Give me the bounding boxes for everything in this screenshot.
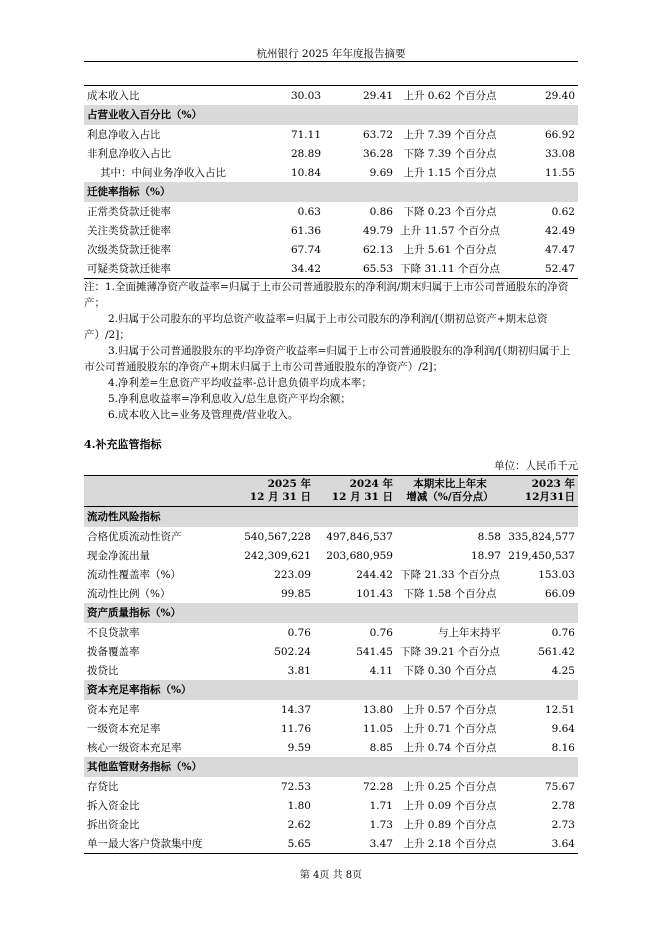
table-row bbox=[84, 642, 578, 661]
row-label: 关注类贷款迁徙率 bbox=[87, 224, 171, 237]
value-current: 540,567,228 bbox=[244, 530, 311, 543]
section-row bbox=[84, 757, 578, 777]
value-current: 1.80 bbox=[287, 799, 311, 812]
value-earlier: 52.47 bbox=[544, 262, 575, 275]
value-change: 上升 7.39 个百分点 bbox=[403, 128, 497, 141]
value-current: 71.11 bbox=[290, 128, 321, 141]
row-label: 拆入资金比 bbox=[87, 799, 140, 812]
value-earlier: 561.42 bbox=[538, 645, 575, 658]
value-change: 上升 0.62 个百分点 bbox=[403, 89, 497, 102]
value-earlier: 4.25 bbox=[551, 664, 575, 677]
value-change: 下降 0.30 个百分点 bbox=[403, 664, 497, 677]
row-label: 可疑类贷款迁徙率 bbox=[87, 262, 171, 275]
value-change: 下降 1.58 个百分点 bbox=[403, 587, 497, 600]
supplementary-regulatory-table bbox=[84, 475, 578, 854]
row-label: 拨贷比 bbox=[87, 664, 119, 677]
value-prior: 203,680,959 bbox=[326, 549, 393, 562]
value-current: 0.63 bbox=[297, 205, 321, 218]
value-change: 下降 0.23 个百分点 bbox=[403, 205, 497, 218]
value-change: 上升 0.89 个百分点 bbox=[403, 818, 497, 831]
value-earlier: 0.76 bbox=[551, 626, 575, 639]
value-prior: 244.42 bbox=[356, 568, 393, 581]
value-current: 34.42 bbox=[290, 262, 321, 275]
value-current: 0.76 bbox=[287, 626, 311, 639]
table-row bbox=[84, 777, 578, 796]
value-earlier: 12.51 bbox=[544, 703, 575, 716]
section-label: 其他监管财务指标（%） bbox=[84, 757, 578, 777]
header-rule bbox=[84, 61, 578, 62]
note-6: 6.成本收入比=业务及管理费/营业收入。 bbox=[108, 409, 299, 421]
value-prior: 62.13 bbox=[362, 243, 393, 256]
value-earlier: 75.67 bbox=[544, 780, 575, 793]
header-2024: 2024 年 12 月 31 日 bbox=[314, 476, 396, 507]
value-current: 502.24 bbox=[274, 645, 311, 658]
value-earlier: 2.78 bbox=[551, 799, 575, 812]
value-change: 上升 2.18 个百分点 bbox=[403, 837, 497, 850]
section-row bbox=[84, 680, 578, 700]
page-header: 杭州银行 2025 年年度报告摘要 bbox=[256, 48, 406, 60]
value-change: 上升 0.57 个百分点 bbox=[403, 703, 497, 716]
value-current: 11.76 bbox=[280, 722, 311, 735]
note-1: 注：1.全面摊薄净资产收益率=归属于上市公司普通股股东的净利润/期末归属于上市公司普通股东的净资产； bbox=[84, 281, 569, 309]
row-label: 一级资本充足率 bbox=[87, 722, 161, 735]
value-earlier: 2.73 bbox=[551, 818, 575, 831]
note-2: 2.归属于公司股东的平均总资产收益率=归属于上市公司股东的净利润/[（期初总资产+期末总资产）/2]； bbox=[84, 313, 548, 341]
table-row bbox=[84, 738, 578, 757]
value-prior: 13.80 bbox=[362, 703, 393, 716]
note-3: 3.归属于公司普通股股东的平均净资产收益率=归属于上市公司普通股股东的净利润/[（期初归属于上市公司普通股股东的净资产+期末归属于上市公司普通股股东的净资产）/2]； bbox=[84, 345, 571, 373]
value-change: 上升 0.71 个百分点 bbox=[403, 722, 497, 735]
value-earlier: 66.09 bbox=[544, 587, 575, 600]
note-4: 4.净利差=生息资产平均收益率-总计息负债平均成本率； bbox=[108, 377, 372, 389]
value-change: 下降 31.11 个百分点 bbox=[400, 262, 500, 275]
value-current: 242,309,621 bbox=[244, 549, 311, 562]
section-label: 占营业收入百分比（%） bbox=[84, 105, 578, 125]
value-prior: 65.53 bbox=[362, 262, 393, 275]
value-earlier: 11.55 bbox=[544, 166, 575, 179]
value-earlier: 47.47 bbox=[544, 243, 575, 256]
section-title: 4.补充监管指标 bbox=[84, 438, 162, 451]
section-row bbox=[84, 182, 578, 202]
row-label: 利息净收入占比 bbox=[87, 128, 161, 141]
section-label: 资本充足率指标（%） bbox=[84, 680, 578, 700]
value-current: 72.53 bbox=[280, 780, 311, 793]
value-prior: 36.28 bbox=[362, 147, 393, 160]
value-current: 61.36 bbox=[290, 224, 321, 237]
value-prior: 0.86 bbox=[369, 205, 393, 218]
table-row bbox=[84, 719, 578, 738]
value-current: 99.85 bbox=[280, 587, 311, 600]
value-current: 14.37 bbox=[280, 703, 311, 716]
section-row bbox=[84, 105, 578, 125]
value-earlier: 8.16 bbox=[551, 741, 575, 754]
row-label: 流动性比例（%） bbox=[87, 587, 171, 600]
table-row bbox=[84, 144, 578, 163]
note-5: 5.净利息收益率=净利息收入/总生息资产平均余额； bbox=[108, 393, 351, 405]
value-earlier: 33.08 bbox=[544, 147, 575, 160]
row-label: 拨备覆盖率 bbox=[87, 645, 140, 658]
header-2025: 2025 年 12 月 31 日 bbox=[234, 476, 314, 507]
value-change: 下降 39.21 个百分点 bbox=[400, 645, 500, 658]
page-footer: 第 4页 共 8页 bbox=[299, 870, 363, 881]
value-earlier: 3.64 bbox=[551, 837, 575, 850]
row-label: 不良贷款率 bbox=[87, 626, 140, 639]
value-change: 上升 11.57 个百分点 bbox=[400, 224, 500, 237]
section-label: 迁徙率指标（%） bbox=[84, 182, 578, 202]
value-prior: 72.28 bbox=[362, 780, 393, 793]
table-row bbox=[84, 163, 578, 182]
row-label: 流动性覆盖率（%） bbox=[87, 568, 181, 581]
table-row bbox=[84, 86, 578, 106]
value-change: 8.58 bbox=[477, 530, 501, 543]
table-row bbox=[84, 565, 578, 584]
value-current: 67.74 bbox=[290, 243, 321, 256]
value-prior: 9.69 bbox=[369, 166, 393, 179]
row-label: 拆出资金比 bbox=[87, 818, 140, 831]
table-row bbox=[84, 125, 578, 144]
value-prior: 1.71 bbox=[369, 799, 393, 812]
header-change: 本期末比上年末 增减（%/百分点） bbox=[396, 476, 504, 507]
value-earlier: 219,450,537 bbox=[508, 549, 575, 562]
section-label: 流动性风险指标 bbox=[84, 507, 578, 528]
table-row bbox=[84, 240, 578, 259]
value-prior: 0.76 bbox=[369, 626, 393, 639]
value-change: 上升 0.09 个百分点 bbox=[403, 799, 497, 812]
value-prior: 29.41 bbox=[362, 89, 393, 102]
value-current: 223.09 bbox=[274, 568, 311, 581]
table-row bbox=[84, 661, 578, 680]
header-2023: 2023 年 12月31日 bbox=[504, 476, 578, 507]
table-row bbox=[84, 584, 578, 603]
table-row bbox=[84, 623, 578, 642]
value-prior: 11.05 bbox=[362, 722, 393, 735]
value-current: 2.62 bbox=[287, 818, 311, 831]
value-change: 18.97 bbox=[470, 549, 501, 562]
value-prior: 4.11 bbox=[369, 664, 393, 677]
value-change: 上升 1.15 个百分点 bbox=[403, 166, 497, 179]
value-prior: 101.43 bbox=[356, 587, 393, 600]
header-blank bbox=[84, 476, 234, 507]
value-earlier: 42.49 bbox=[544, 224, 575, 237]
row-label: 成本收入比 bbox=[87, 89, 140, 102]
value-earlier: 29.40 bbox=[544, 89, 575, 102]
row-label: 次级类贷款迁徙率 bbox=[87, 243, 171, 256]
table-row bbox=[84, 834, 578, 854]
value-prior: 49.79 bbox=[362, 224, 393, 237]
value-earlier: 66.92 bbox=[544, 128, 575, 141]
value-change: 与上年末持平 bbox=[438, 626, 501, 639]
table-row bbox=[84, 796, 578, 815]
table-row bbox=[84, 202, 578, 221]
row-label: 核心一级资本充足率 bbox=[87, 741, 182, 754]
row-label: 资本充足率 bbox=[87, 703, 140, 716]
row-label: 合格优质流动性资产 bbox=[87, 530, 182, 543]
value-change: 下降 21.33 个百分点 bbox=[400, 568, 500, 581]
row-label: 其中：中间业务净收入占比 bbox=[100, 166, 226, 179]
row-label: 非利息净收入占比 bbox=[87, 147, 171, 160]
value-change: 下降 7.39 个百分点 bbox=[403, 147, 497, 160]
section-row bbox=[84, 603, 578, 623]
unit-label: 单位：人民币千元 bbox=[494, 460, 578, 472]
value-current: 9.59 bbox=[287, 741, 311, 754]
value-change: 上升 5.61 个百分点 bbox=[403, 243, 497, 256]
value-current: 10.84 bbox=[290, 166, 321, 179]
value-prior: 541.45 bbox=[356, 645, 393, 658]
table-row bbox=[84, 546, 578, 565]
value-current: 5.65 bbox=[287, 837, 311, 850]
value-current: 28.89 bbox=[290, 147, 321, 160]
row-label: 正常类贷款迁徙率 bbox=[87, 205, 171, 218]
value-prior: 63.72 bbox=[362, 128, 393, 141]
financial-indicators-table bbox=[84, 85, 578, 279]
value-prior: 3.47 bbox=[369, 837, 393, 850]
row-label: 单一最大客户贷款集中度 bbox=[87, 837, 203, 850]
value-prior: 1.73 bbox=[369, 818, 393, 831]
table-row bbox=[84, 815, 578, 834]
value-current: 30.03 bbox=[290, 89, 321, 102]
value-current: 3.81 bbox=[287, 664, 311, 677]
table-row bbox=[84, 259, 578, 279]
value-earlier: 9.64 bbox=[551, 722, 575, 735]
row-label: 存贷比 bbox=[87, 780, 119, 793]
table-header-row bbox=[84, 476, 578, 507]
value-prior: 497,846,537 bbox=[326, 530, 393, 543]
value-earlier: 0.62 bbox=[551, 205, 575, 218]
section-label: 资产质量指标（%） bbox=[84, 603, 578, 623]
table-row bbox=[84, 527, 578, 546]
row-label: 现金净流出量 bbox=[87, 549, 150, 562]
table-row bbox=[84, 221, 578, 240]
section-row bbox=[84, 507, 578, 528]
table-notes bbox=[84, 279, 578, 423]
value-change: 上升 0.25 个百分点 bbox=[403, 780, 497, 793]
table-row bbox=[84, 700, 578, 719]
value-earlier: 153.03 bbox=[538, 568, 575, 581]
value-earlier: 335,824,577 bbox=[508, 530, 575, 543]
value-prior: 8.85 bbox=[369, 741, 393, 754]
value-change: 上升 0.74 个百分点 bbox=[403, 741, 497, 754]
